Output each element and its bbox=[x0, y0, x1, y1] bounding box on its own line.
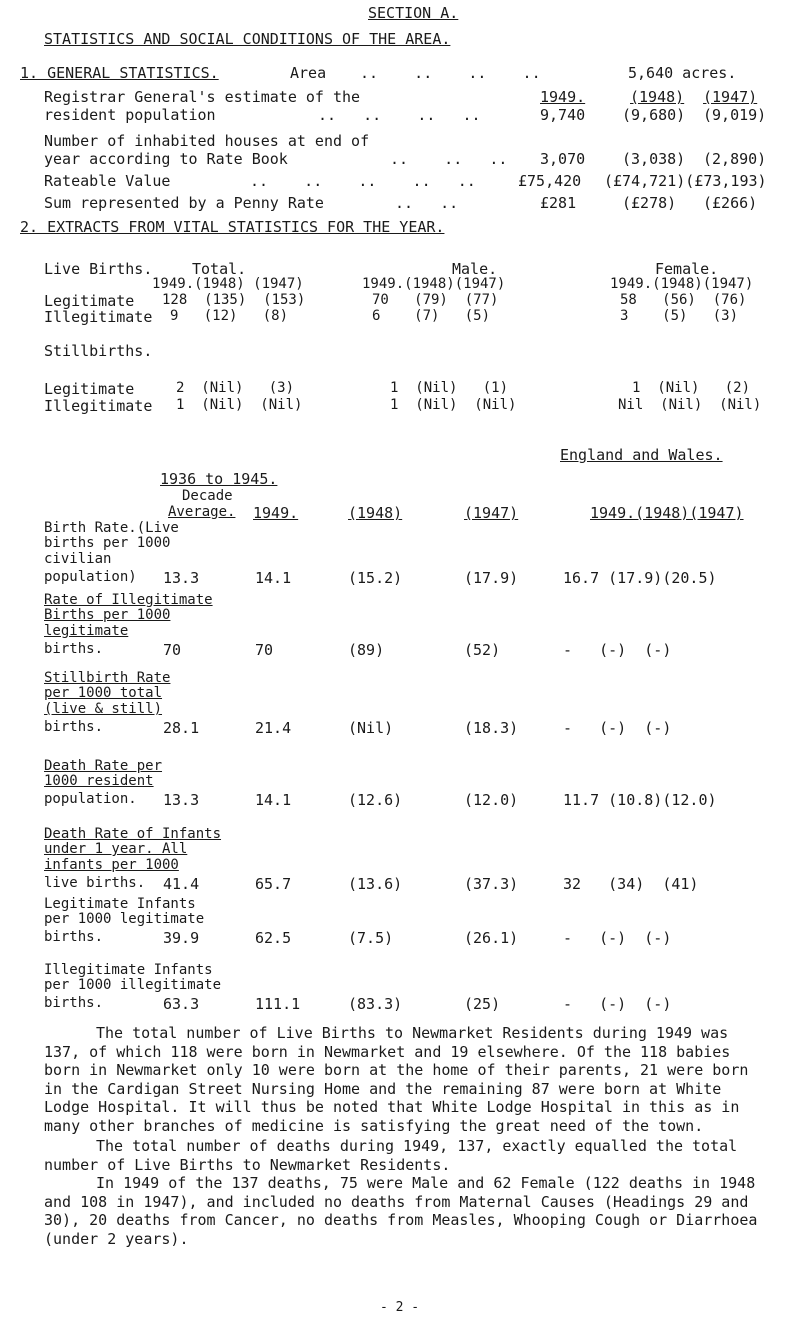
rate-value-ew: - (-) (-) bbox=[563, 995, 672, 1013]
sb-legitimate-label: Legitimate bbox=[44, 380, 135, 398]
rate-value-v1947: (18.3) bbox=[464, 719, 519, 737]
leader-dots: .. .. bbox=[395, 194, 459, 212]
male-years: 1949.(1948)(1947) bbox=[362, 276, 506, 292]
rate-value-v1948: (13.6) bbox=[348, 875, 403, 893]
rate-row-label: Death Rate of Infants bbox=[44, 826, 222, 842]
rate-value-avg: 13.3 bbox=[163, 791, 200, 809]
rate-row-label: Stillbirth Rate bbox=[44, 670, 171, 686]
rate-value-v1947: (12.0) bbox=[464, 791, 519, 809]
page-number: - 2 - bbox=[380, 1300, 420, 1315]
total-heading: Total. bbox=[192, 260, 247, 278]
rate-row-label: civilian bbox=[44, 551, 112, 567]
sb-illegitimate-female: Nil (Nil) (Nil) bbox=[618, 397, 762, 413]
rate-value-ew: - (-) (-) bbox=[563, 929, 672, 947]
total-years: 1949.(1948) (1947) bbox=[152, 276, 304, 292]
rate-value-avg: 63.3 bbox=[163, 995, 200, 1013]
rate-value-v1948: (15.2) bbox=[348, 569, 403, 587]
rate-value-v1948: (Nil) bbox=[348, 719, 394, 737]
rateable-1948-1947: (£74,721)(£73,193) bbox=[604, 172, 767, 190]
rate-row-label: population. bbox=[44, 791, 137, 807]
illegitimate-total: 9 (12) (8) bbox=[170, 308, 289, 324]
col-england-wales: 1949.(1948)(1947) bbox=[590, 504, 744, 522]
houses-1947: (2,890) bbox=[703, 150, 767, 168]
legitimate-male: 70 (79) (77) bbox=[372, 292, 499, 308]
leader-dots: .. .. .. .. bbox=[318, 106, 481, 124]
leader-dots: .. .. .. .. .. bbox=[250, 172, 476, 190]
england-wales-heading: England and Wales. bbox=[560, 446, 723, 464]
rate-row-label: live births. bbox=[44, 875, 146, 891]
year-1947: (1947) bbox=[703, 88, 758, 106]
houses-label: Number of inhabited houses at end of bbox=[44, 132, 370, 150]
col-1948: (1948) bbox=[348, 504, 403, 522]
rate-row-label: population) bbox=[44, 569, 137, 585]
live-births-heading: Live Births. bbox=[44, 260, 153, 278]
rate-row-label: Death Rate per bbox=[44, 758, 163, 774]
rate-row-label: 1000 resident bbox=[44, 773, 154, 789]
rate-row-label: births. bbox=[44, 719, 104, 735]
sb-illegitimate-total: 1 (Nil) (Nil) bbox=[176, 397, 303, 413]
female-heading: Female. bbox=[655, 260, 719, 278]
rate-row-label: legitimate bbox=[44, 623, 129, 639]
sb-legitimate-male: 1 (Nil) (1) bbox=[390, 380, 509, 396]
rate-value-ew: 32 (34) (41) bbox=[563, 875, 699, 893]
rate-row-label: per 1000 illegitimate bbox=[44, 977, 222, 993]
rate-row-label: Rate of Illegitimate bbox=[44, 592, 213, 608]
paragraph-births: The total number of Live Births to Newmarket Residents during 1949 was 137, of which 118 were born in Newmarket and 19 elsewhere. Of the 118 babies born in Newmarket only 10 were born at the home of their parents, 21 were born in the Cardigan Street Nursing Home and the remaining 87 were born at White Lodge Hospital. It will thus be noted that White Lodge Hospital in this as in many other branches of medicine is satisfying the great need of the town. bbox=[44, 1024, 749, 1135]
illegitimate-female: 3 (5) (3) bbox=[620, 308, 739, 324]
rate-value-ew: - (-) (-) bbox=[563, 641, 672, 659]
rate-row-label: under 1 year. All bbox=[44, 841, 188, 857]
rate-value-ew: - (-) (-) bbox=[563, 719, 672, 737]
col-1949: 1949. bbox=[253, 504, 299, 522]
vital-heading: 2. EXTRACTS FROM VITAL STATISTICS FOR THE YEAR. bbox=[20, 218, 445, 236]
rate-row-label: infants per 1000 bbox=[44, 857, 179, 873]
rate-value-avg: 13.3 bbox=[163, 569, 200, 587]
legitimate-total: 128 (135) (153) bbox=[162, 292, 306, 308]
stillbirths-heading: Stillbirths. bbox=[44, 342, 153, 360]
rate-value-v1947: (25) bbox=[464, 995, 501, 1013]
rate-row-label: (live & still) bbox=[44, 701, 163, 717]
rate-value-v1949: 62.5 bbox=[255, 929, 292, 947]
rate-row-label: births. bbox=[44, 641, 104, 657]
rateable-1949: £75,420 bbox=[518, 172, 582, 190]
paragraph-deaths-total: The total number of deaths during 1949, 137, exactly equalled the total number of Live Births to Newmarket Residents. bbox=[44, 1137, 738, 1174]
population-label-2: resident population bbox=[44, 106, 216, 124]
rate-value-avg: 28.1 bbox=[163, 719, 200, 737]
penny-label: Sum represented by a Penny Rate bbox=[44, 194, 324, 212]
rate-row-label: births per 1000 bbox=[44, 535, 171, 551]
rate-value-avg: 70 bbox=[163, 641, 182, 659]
population-1947: (9,019) bbox=[703, 106, 767, 124]
legitimate-label: Legitimate bbox=[44, 292, 135, 310]
leader-dots: .. .. .. .. bbox=[360, 64, 541, 82]
rate-value-v1949: 14.1 bbox=[255, 791, 292, 809]
rate-value-v1949: 14.1 bbox=[255, 569, 292, 587]
rate-row-label: Illegitimate Infants bbox=[44, 962, 213, 978]
rate-row-label: per 1000 total bbox=[44, 685, 163, 701]
leader-dots: .. .. .. bbox=[390, 150, 508, 168]
population-1948: (9,680) bbox=[622, 106, 686, 124]
average-label: Average. bbox=[168, 504, 236, 520]
rate-row-label: Legitimate Infants bbox=[44, 896, 196, 912]
rate-row-label: births. bbox=[44, 995, 104, 1011]
rate-value-v1947: (26.1) bbox=[464, 929, 519, 947]
decade-years: 1936 to 1945. bbox=[160, 470, 278, 488]
rate-row-label: Birth Rate.(Live bbox=[44, 520, 179, 536]
page-title: STATISTICS AND SOCIAL CONDITIONS OF THE AREA. bbox=[44, 30, 451, 48]
rate-value-v1947: (17.9) bbox=[464, 569, 519, 587]
female-years: 1949.(1948)(1947) bbox=[610, 276, 754, 292]
rate-value-v1947: (37.3) bbox=[464, 875, 519, 893]
rate-value-v1948: (83.3) bbox=[348, 995, 403, 1013]
rate-value-v1949: 70 bbox=[255, 641, 274, 659]
area-label: Area bbox=[290, 64, 327, 82]
rate-value-v1949: 21.4 bbox=[255, 719, 292, 737]
sb-illegitimate-male: 1 (Nil) (Nil) bbox=[390, 397, 517, 413]
houses-1948: (3,038) bbox=[622, 150, 686, 168]
year-1948: (1948) bbox=[630, 88, 685, 106]
rate-value-ew: 16.7 (17.9)(20.5) bbox=[563, 569, 717, 587]
general-heading: 1. GENERAL STATISTICS. bbox=[20, 64, 219, 82]
legitimate-female: 58 (56) (76) bbox=[620, 292, 747, 308]
section-title: SECTION A. bbox=[368, 4, 459, 22]
penny-1949: £281 bbox=[540, 194, 577, 212]
population-label: Registrar General's estimate of the bbox=[44, 88, 361, 106]
penny-1948: (£278) bbox=[622, 194, 677, 212]
rateable-label: Rateable Value bbox=[44, 172, 171, 190]
houses-1949: 3,070 bbox=[540, 150, 586, 168]
population-1949: 9,740 bbox=[540, 106, 586, 124]
rate-value-v1948: (7.5) bbox=[348, 929, 394, 947]
rate-value-avg: 39.9 bbox=[163, 929, 200, 947]
houses-label-2: year according to Rate Book bbox=[44, 150, 288, 168]
rate-value-v1949: 111.1 bbox=[255, 995, 301, 1013]
rate-value-avg: 41.4 bbox=[163, 875, 200, 893]
col-1947: (1947) bbox=[464, 504, 519, 522]
decade-label: Decade bbox=[182, 488, 233, 504]
rate-value-v1948: (12.6) bbox=[348, 791, 403, 809]
sb-legitimate-total: 2 (Nil) (3) bbox=[176, 380, 295, 396]
year-1949: 1949. bbox=[540, 88, 586, 106]
rate-value-v1949: 65.7 bbox=[255, 875, 292, 893]
rate-value-v1947: (52) bbox=[464, 641, 501, 659]
rate-row-label: births. bbox=[44, 929, 104, 945]
illegitimate-male: 6 (7) (5) bbox=[372, 308, 491, 324]
rate-row-label: Births per 1000 bbox=[44, 607, 171, 623]
penny-1947: (£266) bbox=[703, 194, 758, 212]
rate-row-label: per 1000 legitimate bbox=[44, 911, 205, 927]
sb-legitimate-female: 1 (Nil) (2) bbox=[632, 380, 751, 396]
paragraph-deaths-causes: In 1949 of the 137 deaths, 75 were Male and 62 Female (122 deaths in 1948 and 108 in 1947), and included no deaths from Maternal Causes (Headings 29 and 30), 20 deaths from Cancer, no deaths from Measles, Whooping Cough or Diarrhoea (under 2 years). bbox=[44, 1174, 758, 1248]
sb-illegitimate-label: Illegitimate bbox=[44, 397, 153, 415]
male-heading: Male. bbox=[452, 260, 498, 278]
rate-value-v1948: (89) bbox=[348, 641, 385, 659]
illegitimate-label: Illegitimate bbox=[44, 308, 153, 326]
rate-value-ew: 11.7 (10.8)(12.0) bbox=[563, 791, 717, 809]
area-value: 5,640 acres. bbox=[628, 64, 737, 82]
